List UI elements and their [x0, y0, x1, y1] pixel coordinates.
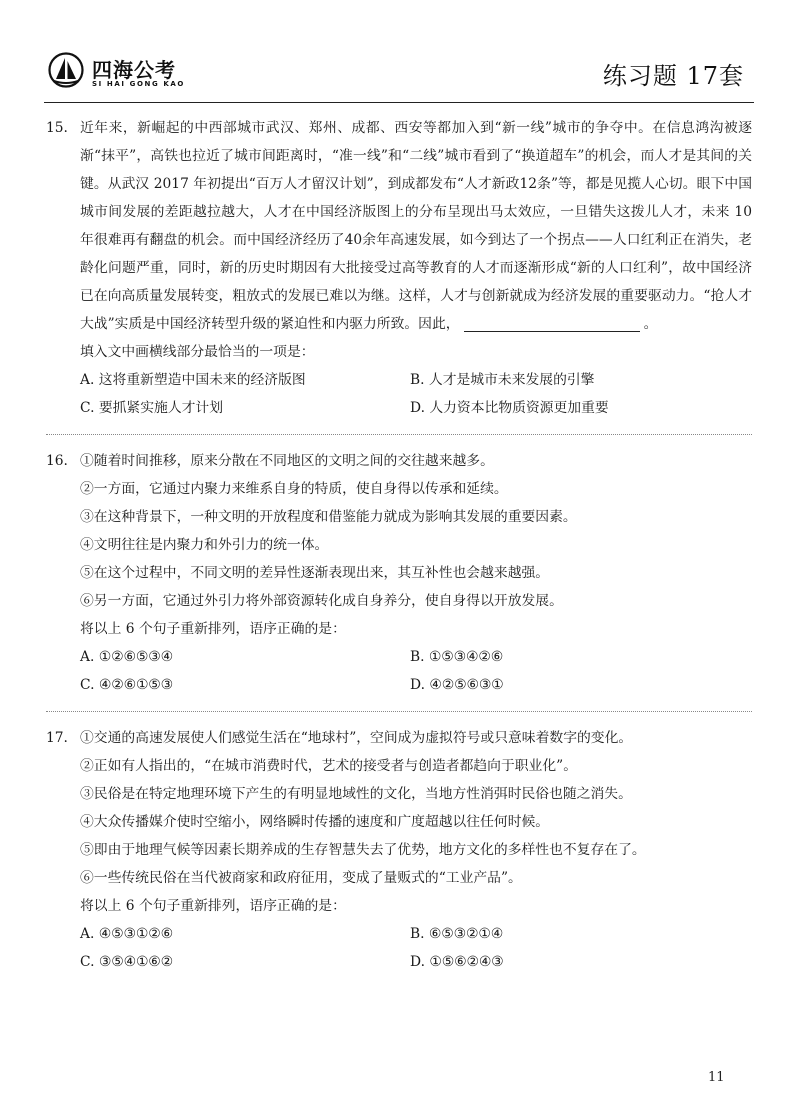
sailboat-logo-icon: [48, 52, 84, 88]
option-d[interactable]: D. 人力资本比物质资源更加重要: [410, 400, 609, 416]
question-passage: [80, 114, 752, 338]
option-a[interactable]: A. 这将重新塑造中国未来的经济版图: [80, 372, 306, 388]
sentence-item: ⑤即由于地理气候等因素长期养成的生存智慧失去了优势，地方文化的多样性也不复存在了。: [80, 842, 646, 858]
brand-logo: [48, 52, 248, 96]
sentence-item: ⑥另一方面，它通过外引力将外部资源转化成自身养分，使自身得以开放发展。: [80, 593, 563, 609]
answer-options: [80, 920, 752, 976]
question-17: [46, 724, 752, 976]
sentence-item: ④大众传播媒介使时空缩小，网络瞬时传播的速度和广度超越以往任何时候。: [80, 814, 550, 830]
sentence-item: ④文明往往是内聚力和外引力的统一体。: [80, 537, 329, 553]
sentence-item: ①随着时间推移，原来分散在不同地区的文明之间的交往越来越多。: [80, 453, 494, 469]
option-b[interactable]: B. ⑥⑤③②①④: [410, 926, 504, 942]
option-a[interactable]: A. ④⑤③①②⑥: [80, 926, 173, 942]
sentence-item: ①交通的高速发展使人们感觉生活在“地球村”，空间成为虚拟符号或只意味着数字的变化。: [80, 730, 633, 746]
option-b[interactable]: B. ①⑤③④②⑥: [410, 649, 504, 665]
answer-options: [80, 643, 752, 699]
sentence-item: ⑥一些传统民俗在当代被商家和政府征用，变成了量贩式的“工业产品”。: [80, 870, 522, 886]
question-number: 15.: [46, 120, 68, 136]
option-c[interactable]: C. ④②⑥①⑤③: [80, 677, 174, 693]
passage-end: 。: [643, 316, 658, 332]
page-header: [44, 44, 744, 100]
question-prompt: 填入文中画横线部分最恰当的一项是：: [80, 344, 315, 360]
question-prompt: 将以上 6 个句子重新排列，语序正确的是：: [80, 621, 346, 637]
passage-text: 近年来，新崛起的中西部城市武汉、郑州、成都、西安等都加入到“新一线”城市的争夺中。在信息鸿沟被逐渐“抹平”，高铁也拉近了城市间距离时，“准一线”和“二线”城市看到了“换道超车”的机会，而人才是其间的关键。从武汉 2017 年初提出“百万人才留汉计划”，到成都发布“人才新政12条”等，都是见揽人心切。眼下中国城市间发展的差距越拉越大，人才在中国经济版图上的分布呈现出马太效应，一旦错失这拨儿人才，未来 10 年很难再有翻盘的机会。而中国经济经历了40余年高速发展，如今到达了一个拐点——人口红利正在消失，老龄化问题严重，同时，新的历史时期因有大批接受过高等教育的人才而逐渐形成“新的人口红利”，故中国经济已在向高质量发展转变，粗放式的发展已难以为继。这样，人才与创新就成为经济发展的重要驱动力。“抢人才大战”实质是中国经济转型升级的紧迫性和内驱力所致。因此，: [80, 120, 752, 332]
sentence-item: ③民俗是在特定地理环境下产生的有明显地域性的文化，当地方性消弭时民俗也随之消失。: [80, 786, 632, 802]
sentence-item: ②一方面，它通过内聚力来维系自身的特质，使自身得以传承和延续。: [80, 481, 508, 497]
answer-blank: [464, 313, 640, 332]
question-prompt: 将以上 6 个句子重新排列，语序正确的是：: [80, 898, 346, 914]
answer-options: [80, 366, 752, 422]
question-divider: [46, 711, 752, 712]
page-number: 11: [708, 1070, 725, 1085]
option-b[interactable]: B. 人才是城市未来发展的引擎: [410, 372, 595, 388]
question-16: [46, 447, 752, 712]
sentence-item: ②正如有人指出的，“在城市消费时代，艺术的接受者与创造者都趋向于职业化”。: [80, 758, 577, 774]
option-c[interactable]: C. 要抓紧实施人才计划: [80, 400, 224, 416]
option-c[interactable]: C. ③⑤④①⑥②: [80, 954, 174, 970]
header-divider: [44, 102, 754, 103]
question-number: 16.: [46, 453, 68, 469]
option-d[interactable]: D. ④②⑤⑥③①: [410, 677, 504, 693]
option-a[interactable]: A. ①②⑥⑤③④: [80, 649, 173, 665]
sentence-item: ③在这种背景下，一种文明的开放程度和借鉴能力就成为影响其发展的重要因素。: [80, 509, 577, 525]
question-15: [46, 114, 752, 435]
brand-subtitle: SI HAI GONG KAO: [92, 80, 185, 88]
question-number: 17.: [46, 730, 68, 746]
question-divider: [46, 434, 752, 435]
brand-name: 四海公考: [92, 58, 176, 82]
question-list: [46, 114, 752, 976]
sentence-item: ⑤在这个过程中，不同文明的差异性逐渐表现出来，其互补性也会越来越强。: [80, 565, 550, 581]
option-d[interactable]: D. ①⑤⑥②④③: [410, 954, 504, 970]
exercise-set-title: 练习题 17套: [602, 62, 744, 90]
